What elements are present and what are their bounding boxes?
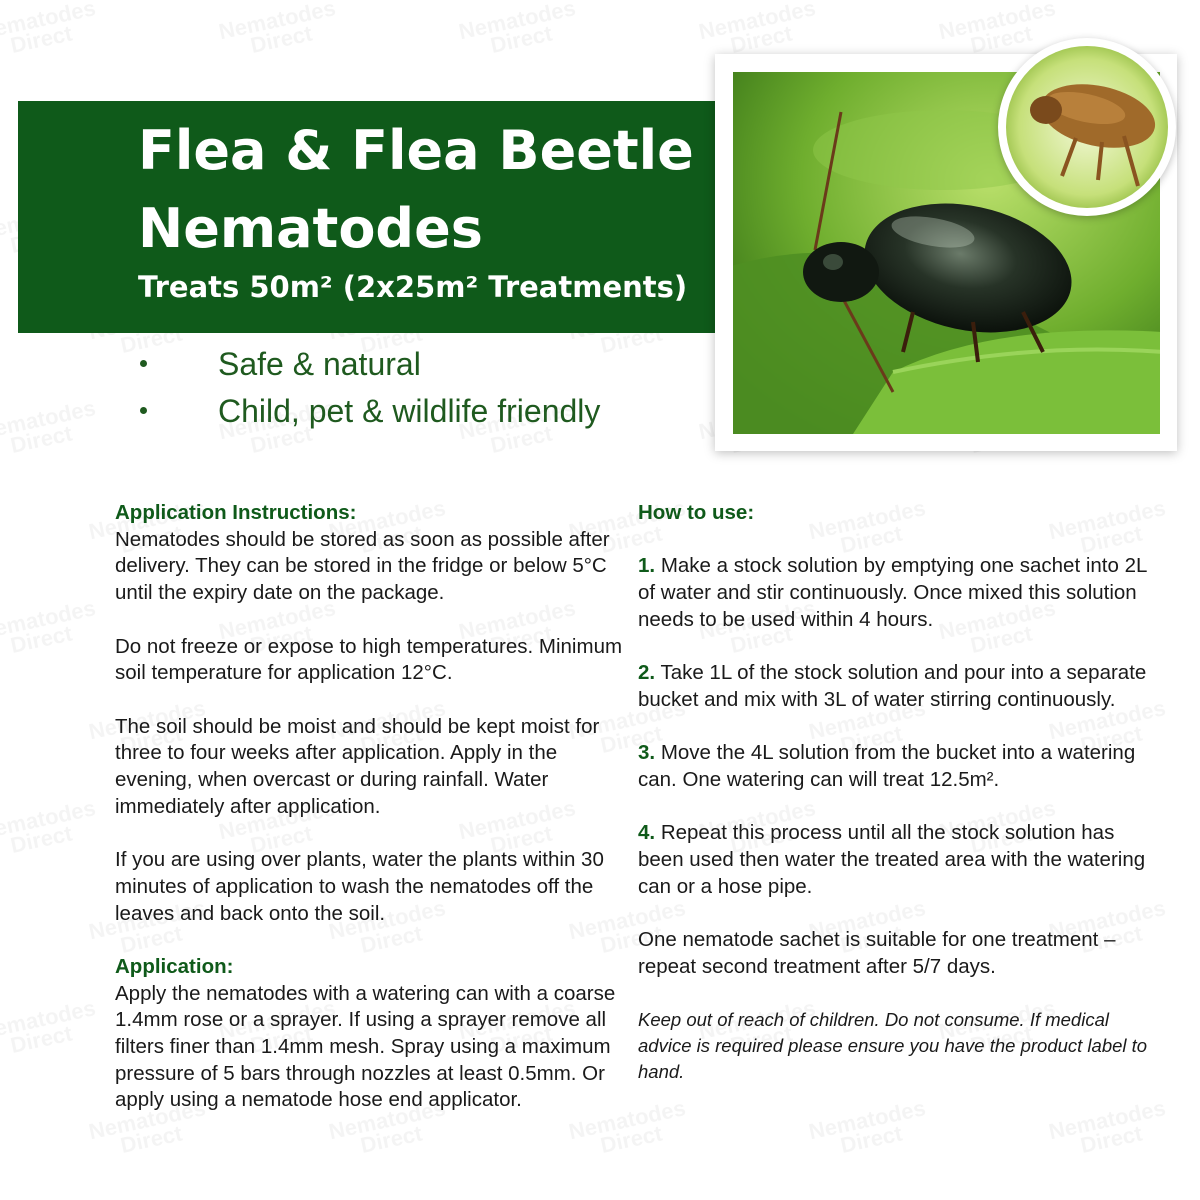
watermark-text: [0, 798, 101, 862]
application-paragraph: Apply the nematodes with a watering can with a coarse 1.4mm rose or a sprayer. If using a sprayer remove all filters finer than 1.4mm mesh. Spray using a maximum pressure of 5 bars through nozzles at least 0.5mm. Or apply using a nematode hose end applicator.: [115, 981, 616, 1112]
page-title: Flea & Flea Beetle Nematodes: [138, 119, 694, 260]
watermark-text: [0, 0, 101, 62]
instruction-paragraph: Nematodes should be stored as soon as possible after delivery. They can be stored in the fridge or below 5°C until the expiry date on the package.: [115, 527, 610, 605]
safety-warning: Keep out of reach of children. Do not consume. If medical advice is required please ensure you have the product label to hand.: [638, 1009, 1148, 1083]
sachet-note: One nematode sachet is suitable for one treatment – repeat second treatment after 5/7 days.: [638, 928, 1116, 978]
feature-list: [140, 342, 600, 436]
instruction-paragraph: Do not freeze or expose to high temperatures. Minimum soil temperature for application 12°C.: [115, 634, 623, 685]
application-heading: Application:: [115, 954, 234, 978]
flea-inset-photo: [998, 38, 1176, 216]
step-item: 1. Make a stock solution by emptying one sachet into 2L of water and stir continuously. Once mixed this solution needs to be used within 4 hours.: [638, 554, 1147, 631]
step-item: 3. Move the 4L solution from the bucket into a watering can. One watering can will treat 12.5m².: [638, 741, 1136, 791]
step-number: 1.: [638, 554, 656, 578]
bullet-icon: [140, 360, 147, 367]
application-instructions-heading: Application Instructions:: [115, 501, 357, 524]
watermark-text: [0, 998, 101, 1062]
watermark-text: [0, 598, 101, 662]
how-to-use-heading: How to use:: [638, 501, 755, 524]
feature-item: Safe & natural: [140, 342, 600, 389]
step-number: 2.: [638, 661, 656, 685]
bullet-icon: [140, 407, 147, 414]
step-item: 4. Repeat this process until all the stock solution has been used then water the treated area with the watering can or a hose pipe.: [638, 821, 1146, 898]
application-instructions-column: [115, 500, 625, 1141]
step-number: 4.: [638, 821, 656, 845]
step-number: 3.: [638, 741, 656, 765]
watermark-text: [217, 0, 341, 62]
how-to-use-column: [638, 500, 1158, 1112]
watermark-text: [457, 0, 581, 62]
page-subtitle: Treats 50m² (2x25m² Treatments): [138, 270, 688, 304]
feature-item: Child, pet & wildlife friendly: [140, 389, 600, 436]
instruction-paragraph: If you are using over plants, water the plants within 30 minutes of application to wash the nematodes off the leaves and back onto the soil.: [115, 848, 604, 925]
step-item: 2. Take 1L of the stock solution and pour into a separate bucket and mix with 3L of water stirring continuously.: [638, 661, 1147, 711]
watermark-text: [0, 398, 101, 462]
watermark-text: [697, 0, 821, 62]
instruction-paragraph: The soil should be moist and should be kept moist for three to four weeks after application. Apply in the evening, when overcast or during rainfall. Water immediately after application.: [115, 714, 600, 818]
